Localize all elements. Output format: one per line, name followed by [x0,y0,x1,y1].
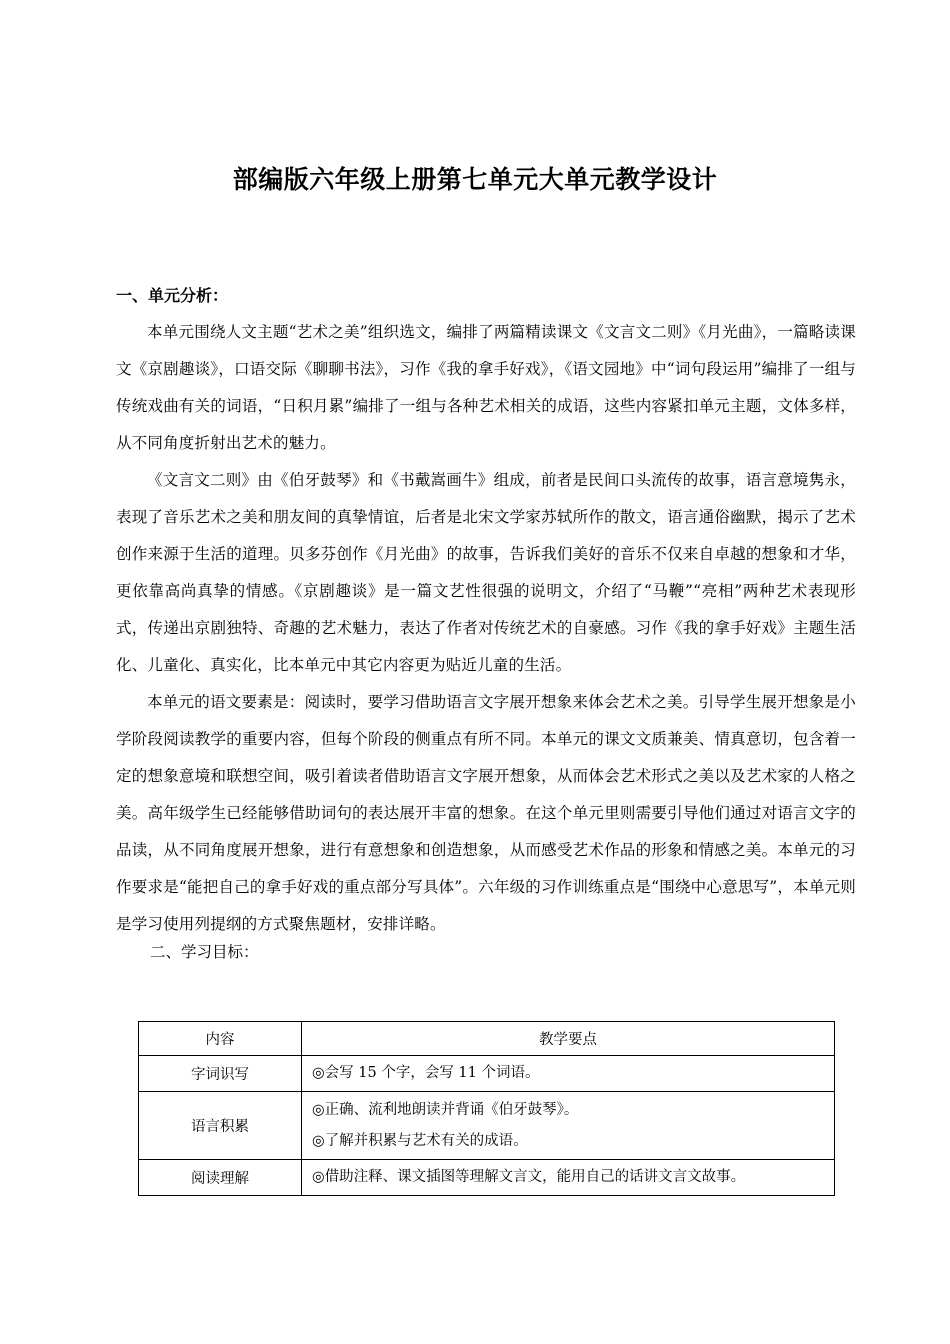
unit-analysis-body [116,314,856,943]
teaching-point: ◎会写 15 个字，会写 11 个词语。 [312,1065,540,1081]
learning-objectives-table [138,1021,835,1196]
table-cell-category: 字词识写 [139,1056,302,1092]
table-cell-category: 语言积累 [139,1092,302,1160]
table-row [139,1160,835,1196]
section-heading-learning-objectives: 二、学习目标： [150,943,259,961]
table-header-teaching-points: 教学要点 [302,1022,835,1056]
table-cell-points [302,1092,835,1160]
table-header-row [139,1022,835,1056]
table-cell-points [302,1160,835,1196]
table-row [139,1056,835,1092]
paragraph: 《文言文二则》由《伯牙鼓琴》和《书戴嵩画牛》组成，前者是民间口头流传的故事，语言意境隽永，表现了音乐艺术之美和朋友间的真挚情谊，后者是北宋文学家苏轼所作的散文，语言通俗幽默，揭示了艺术创作来源于生活的道理。贝多芬创作《月光曲》的故事，告诉我们美好的音乐不仅来自卓越的想象和才华，更依靠高尚真挚的情感。《京剧趣谈》是一篇文艺性很强的说明文，介绍了“马鞭”“亮相”两种艺术表现形式，传递出京剧独特、奇趣的艺术魅力，表达了作者对传统艺术的自豪感。习作《我的拿手好戏》主题生活化、儿童化、真实化，比本单元中其它内容更为贴近儿童的生活。 [116,471,856,674]
table-row [139,1092,835,1160]
section-heading-unit-analysis: 一、单元分析： [116,286,229,305]
teaching-point: ◎正确、流利地朗读并背诵《伯牙鼓琴》。 [312,1101,579,1118]
table-cell-points [302,1056,835,1092]
table-header-content: 内容 [139,1022,302,1056]
table-cell-category: 阅读理解 [139,1160,302,1196]
document-title: 部编版六年级上册第七单元大单元教学设计 [232,165,718,194]
teaching-point: ◎了解并积累与艺术有关的成语。 [312,1132,528,1149]
paragraph: 本单元围绕人文主题“艺术之美”组织选文，编排了两篇精读课文《文言文二则》《月光曲》，一篇略读课文《京剧趣谈》，口语交际《聊聊书法》，习作《我的拿手好戏》，《语文园地》中“词句段运用”编排了一组与传统戏曲有关的词语，“日积月累”编排了一组与各种艺术相关的成语，这些内容紧扣单元主题，文体多样，从不同角度折射出艺术的魅力。 [116,323,856,452]
paragraph: 本单元的语文要素是：阅读时，要学习借助语言文字展开想象来体会艺术之美。引导学生展开想象是小学阶段阅读教学的重要内容，但每个阶段的侧重点有所不同。本单元的课文文质兼美、情真意切，包含着一定的想象意境和联想空间，吸引着读者借助语言文字展开想象，从而体会艺术形式之美以及艺术家的人格之美。高年级学生已经能够借助词句的表达展开丰富的想象。在这个单元里则需要引导他们通过对语言文字的品读，从不同角度展开想象，进行有意想象和创造想象，从而感受艺术作品的形象和情感之美。本单元的习作要求是“能把自己的拿手好戏的重点部分写具体”。六年级的习作训练重点是“围绕中心意思写”，本单元则是学习使用列提纲的方式聚焦题材，安排详略。 [116,693,856,933]
teaching-point: ◎借助注释、课文插图等理解文言文，能用自己的话讲文言文故事。 [312,1169,746,1185]
